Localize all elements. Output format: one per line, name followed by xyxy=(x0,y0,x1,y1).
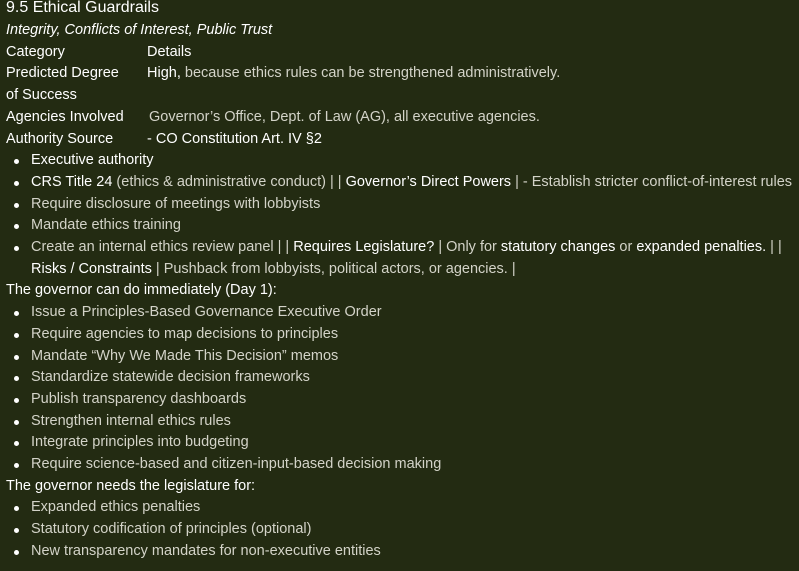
only-for-text: | Only for xyxy=(434,239,501,256)
table-header-row xyxy=(6,42,799,64)
risks-label: Risks / Constraints xyxy=(31,260,152,277)
list-item-continuation xyxy=(31,259,799,281)
separator-text: | | xyxy=(766,239,782,256)
table-row-degree xyxy=(6,63,799,85)
section-subtitle: Integrity, Conflicts of Interest, Public Trust xyxy=(6,22,273,38)
list-item: Publish transparency dashboards xyxy=(31,389,799,411)
list-item: Require agencies to map decisions to principles xyxy=(31,324,799,346)
list-item xyxy=(31,172,799,194)
immediate-list xyxy=(6,302,799,476)
legislature-list xyxy=(6,497,799,562)
requires-legislature-label: Requires Legislature? xyxy=(293,239,435,256)
list-item: Standardize statewide decision frameworks xyxy=(31,367,799,389)
list-item: Require science-based and citizen-input-based decision making xyxy=(31,454,799,476)
degree-label: Predicted Degree xyxy=(6,65,119,82)
list-item xyxy=(31,237,799,259)
degree-label-cont: of Success xyxy=(6,87,77,104)
table-row-degree-cont xyxy=(6,85,799,107)
table-row-authority xyxy=(6,129,799,151)
list-item: Issue a Principles-Based Governance Executive Order xyxy=(31,302,799,324)
agencies-label: Agencies Involved xyxy=(6,108,124,125)
immediate-heading: The governor can do immediately (Day 1): xyxy=(6,282,277,299)
header-category: Category xyxy=(6,43,65,60)
list-item: Executive authority xyxy=(31,150,799,172)
degree-value-bold: High, xyxy=(147,65,181,82)
section-title: 9.5 Ethical Guardrails xyxy=(6,0,159,16)
list-item: Mandate “Why We Made This Decision” memos xyxy=(31,346,799,368)
degree-value-rest: because ethics rules can be strengthened administratively. xyxy=(180,65,561,82)
list-item: New transparency mandates for non-executive entities xyxy=(31,541,799,563)
list-item: Strengthen internal ethics rules xyxy=(31,411,799,433)
risks-text: | Pushback from lobbyists, political actors, or agencies. | xyxy=(151,260,516,277)
review-panel-text: Create an internal ethics review panel | | xyxy=(31,239,294,256)
list-item: Mandate ethics training xyxy=(31,215,799,237)
expanded-penalties: expanded penalties. xyxy=(636,239,767,256)
header-details: Details xyxy=(147,43,192,60)
direct-powers-text: | - Establish stricter conflict-of-interest rules xyxy=(511,173,793,190)
list-item: Require disclosure of meetings with lobbyists xyxy=(31,194,799,216)
authority-value: - CO Constitution Art. IV §2 xyxy=(147,130,322,147)
list-item: Statutory codification of principles (optional) xyxy=(31,519,799,541)
statutory-changes: statutory changes xyxy=(500,239,616,256)
table-row-agencies xyxy=(6,107,799,129)
or-text: or xyxy=(615,239,637,256)
list-item: Integrate principles into budgeting xyxy=(31,432,799,454)
list-item: Expanded ethics penalties xyxy=(31,497,799,519)
authority-list xyxy=(6,150,799,280)
legislature-heading: The governor needs the legislature for: xyxy=(6,477,256,494)
direct-powers-label: Governor’s Direct Powers xyxy=(345,173,512,190)
crs-text: (ethics & administrative conduct) | | xyxy=(112,173,346,190)
agencies-value: Governor’s Office, Dept. of Law (AG), all executive agencies. xyxy=(149,108,540,125)
authority-label: Authority Source xyxy=(6,130,114,147)
crs-title: CRS Title 24 xyxy=(31,173,113,190)
degree-value xyxy=(147,63,560,85)
